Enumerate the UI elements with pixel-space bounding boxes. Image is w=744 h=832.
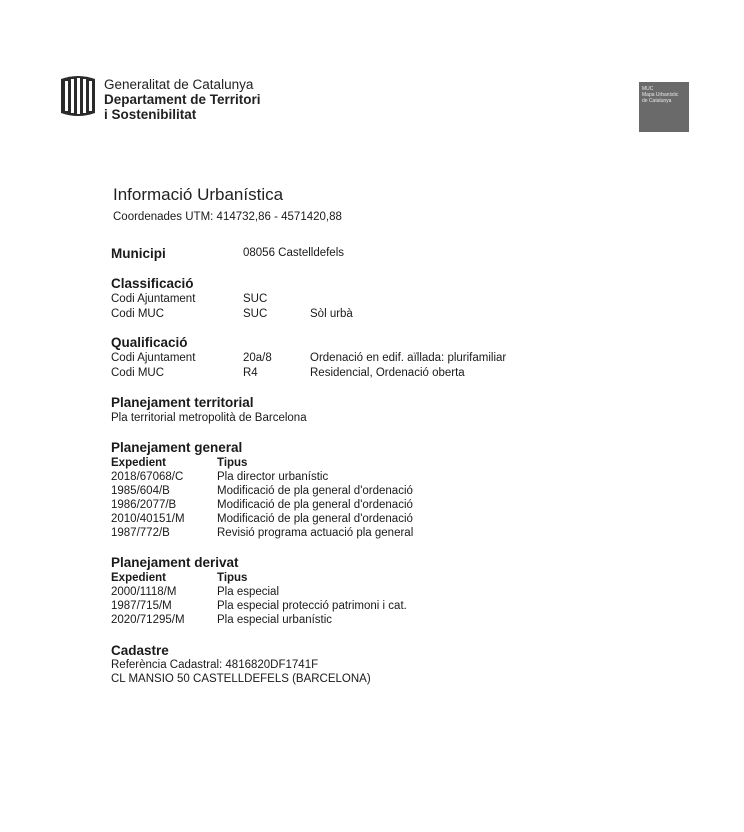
- derivat-row-exp: 2000/1118/M: [111, 586, 177, 598]
- general-row-exp: 1986/2077/B: [111, 499, 177, 511]
- qualificacio-code-1: 20a/8: [243, 352, 272, 364]
- derivat-row-exp: 2020/71295/M: [111, 614, 185, 626]
- derivat-heading: Planejament derivat: [111, 555, 239, 570]
- muc-logo-box: [639, 82, 689, 132]
- classificacio-heading: Classificació: [111, 276, 194, 291]
- classificacio-label-2: Codi MUC: [111, 308, 165, 320]
- general-row-tipus: Modificació de pla general d'ordenació: [217, 485, 413, 497]
- qualificacio-desc-1: Ordenació en edif. aïllada: plurifamiliar: [310, 352, 507, 364]
- derivat-row-exp: 1987/715/M: [111, 600, 172, 612]
- page-title: Informació Urbanística: [113, 185, 284, 204]
- cadastre-address: CL MANSIO 50 CASTELLDEFELS (BARCELONA): [111, 673, 371, 685]
- muc-line-3: de Catalunya: [642, 98, 672, 104]
- general-col-expedient: Expedient: [111, 457, 166, 469]
- cadastre-heading: Cadastre: [111, 643, 169, 658]
- qualificacio-desc-2: Residencial, Ordenació oberta: [310, 367, 465, 379]
- qualificacio-label-1: Codi Ajuntament: [111, 352, 196, 364]
- derivat-row-tipus: Pla especial protecció patrimoni i cat.: [217, 600, 407, 612]
- qualificacio-code-2: R4: [243, 367, 258, 379]
- derivat-col-tipus: Tipus: [217, 572, 248, 584]
- classificacio-code-1: SUC: [243, 293, 268, 305]
- territorial-heading: Planejament territorial: [111, 395, 254, 410]
- derivat-col-expedient: Expedient: [111, 572, 166, 584]
- qualificacio-heading: Qualificació: [111, 335, 188, 350]
- general-row-exp: 1987/772/B: [111, 527, 170, 539]
- derivat-row-tipus: Pla especial: [217, 586, 280, 598]
- cadastre-reference: Referència Cadastral: 4816820DF1741F: [111, 659, 319, 671]
- generalitat-logo-icon: [59, 73, 97, 117]
- general-heading: Planejament general: [111, 440, 243, 455]
- muc-line-1: MUC: [642, 86, 654, 92]
- general-row-tipus: Revisió programa actuació pla general: [217, 527, 414, 539]
- classificacio-desc-2: Sòl urbà: [310, 308, 353, 320]
- municipi-value: 08056 Castelldefels: [243, 247, 345, 259]
- org-line-2: Departament de Territori: [104, 92, 261, 107]
- municipi-label: Municipi: [111, 246, 166, 261]
- general-row-tipus: Modificació de pla general d'ordenació: [217, 499, 413, 511]
- general-row-tipus: Pla director urbanístic: [217, 471, 329, 483]
- general-row-exp: 2010/40151/M: [111, 513, 185, 525]
- general-col-tipus: Tipus: [217, 457, 248, 469]
- general-row-tipus: Modificació de pla general d'ordenació: [217, 513, 413, 525]
- utm-coordinates: Coordenades UTM: 414732,86 - 4571420,88: [113, 211, 342, 223]
- org-line-1: Generalitat de Catalunya: [104, 77, 254, 92]
- general-row-exp: 2018/67068/C: [111, 471, 184, 483]
- derivat-row-tipus: Pla especial urbanístic: [217, 614, 333, 626]
- qualificacio-label-2: Codi MUC: [111, 367, 165, 379]
- territorial-text: Pla territorial metropolità de Barcelona: [111, 412, 307, 424]
- org-line-3: i Sostenibilitat: [104, 107, 197, 122]
- general-row-exp: 1985/604/B: [111, 485, 170, 497]
- classificacio-label-1: Codi Ajuntament: [111, 293, 196, 305]
- classificacio-code-2: SUC: [243, 308, 268, 320]
- muc-line-2: Mapa Urbanístic: [642, 92, 679, 98]
- organization-name: [104, 77, 261, 122]
